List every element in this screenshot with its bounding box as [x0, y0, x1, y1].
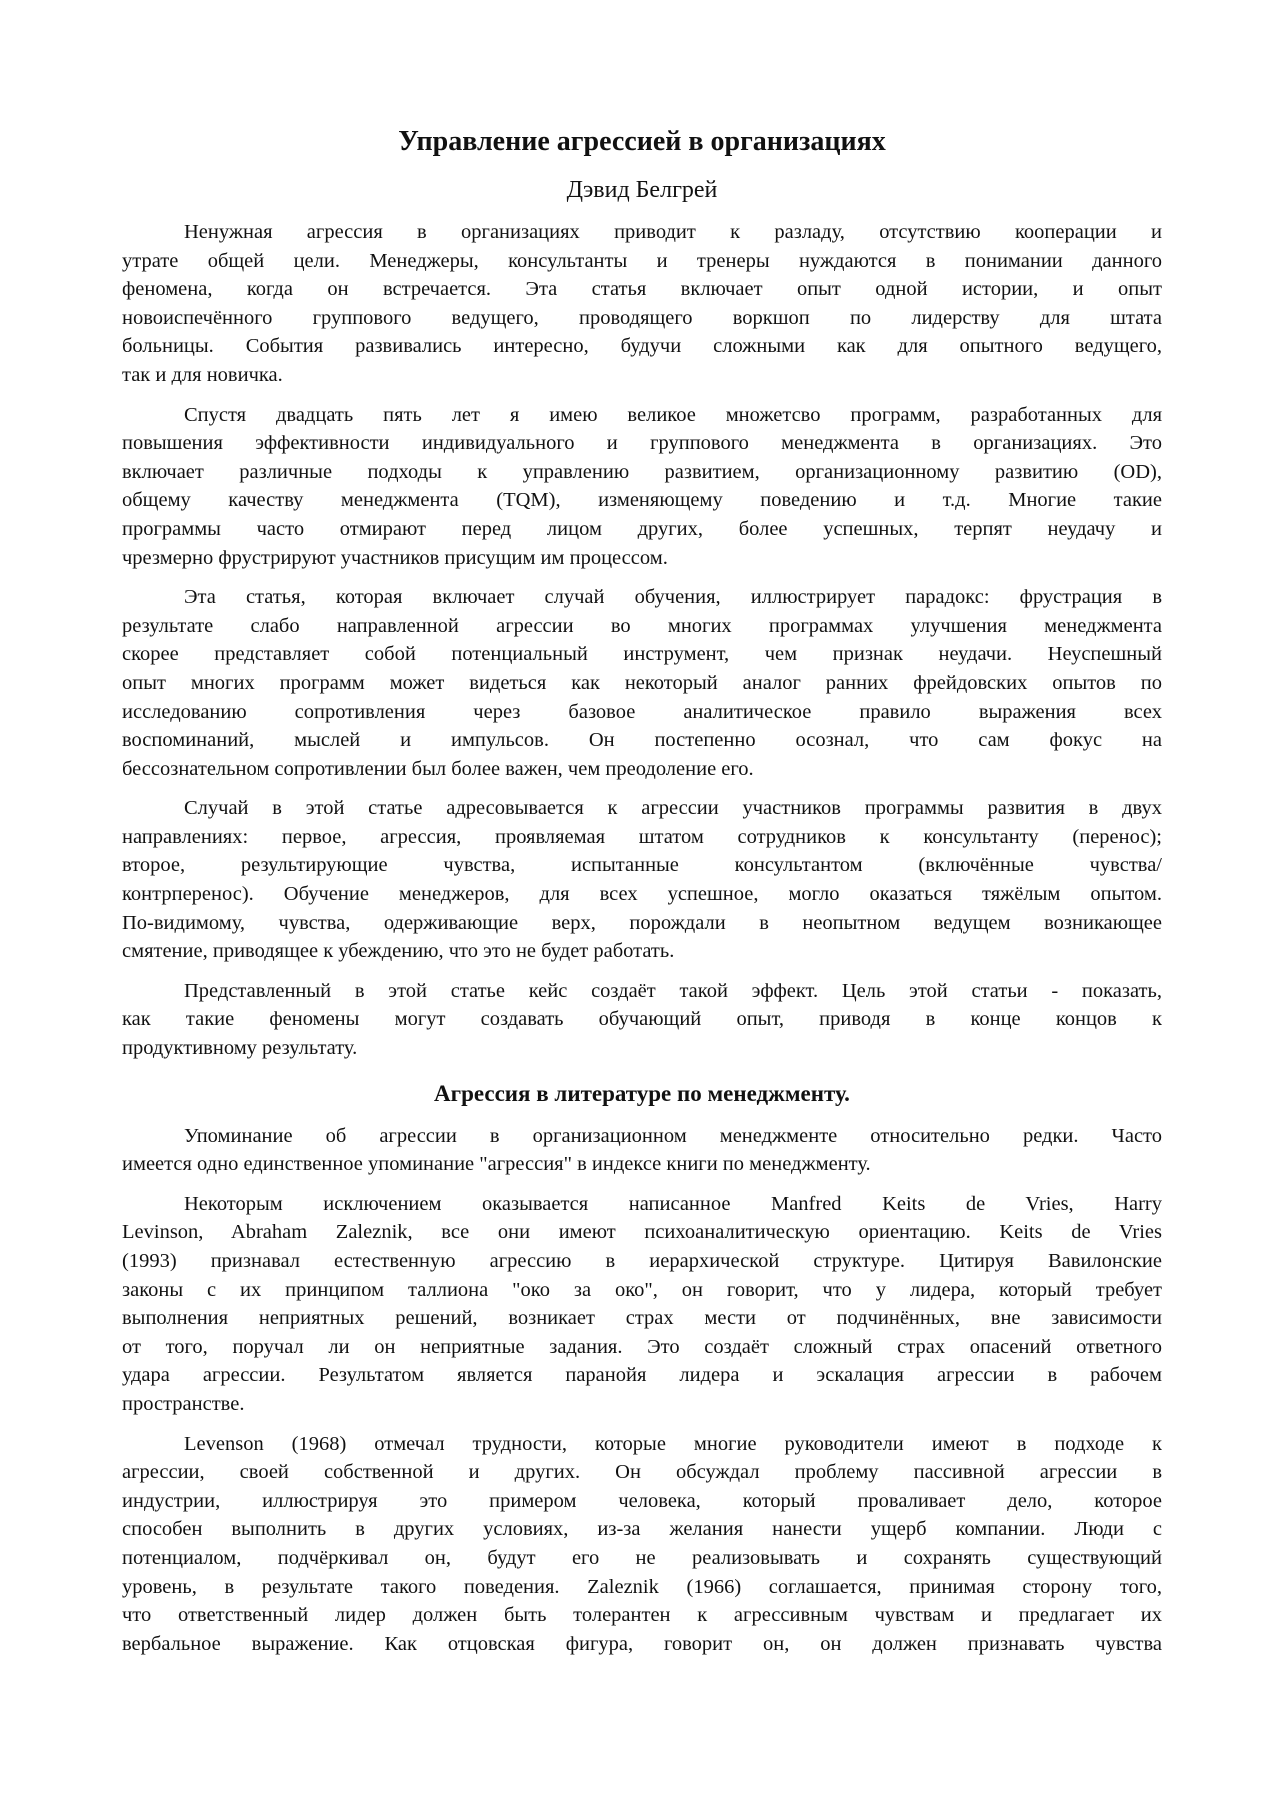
text-line: По-видимому, чувства, одерживающие верх, порождали в неопытном ведущем возникающее	[122, 911, 1162, 934]
intro-section	[122, 218, 1162, 1063]
text-line: программы часто отмирают перед лицом других, более успешных, терпят неудачу и	[122, 517, 1162, 540]
text-line: уровень, в результате такого поведения. Zaleznik (1966) соглашается, принимая сторону того,	[122, 1575, 1162, 1598]
text-line: индустрии, иллюстрируя это примером человека, который проваливает дело, которое	[122, 1489, 1162, 1512]
section-heading: Агрессия в литературе по менеджменту.	[434, 1080, 850, 1106]
paragraph	[122, 1190, 1162, 1419]
text-line: больницы. События развивались интересно, будучи сложными как для опытного ведущего,	[122, 335, 1162, 358]
document-title: Управление агрессией в организациях	[398, 126, 886, 157]
text-line: смятение, приводящее к убеждению, что это не будет работать.	[122, 940, 675, 963]
text-line: Levenson (1968) отмечал трудности, которые многие руководители имеют в подходе к	[184, 1432, 1162, 1455]
text-line: Эта статья, которая включает случай обучения, иллюстрирует парадокс: фрустрация в	[184, 586, 1162, 609]
text-line: общему качеству менеджмента (TQM), изменяющему поведению и т.д. Многие такие	[122, 489, 1162, 512]
text-line: направлениях: первое, агрессия, проявляемая штатом сотрудников к консультанту (перенос);	[122, 825, 1162, 848]
text-line: чрезмерно фрустрируют участников присущим им процессом.	[122, 546, 668, 569]
text-line: феномена, когда он встречается. Эта статья включает опыт одной истории, и опыт	[122, 278, 1162, 301]
text-line: опыт многих программ может видеться как некоторый аналог ранних фрейдовских опытов по	[122, 671, 1162, 694]
paragraph	[122, 794, 1162, 966]
text-line: от того, поручал ли он неприятные задания. Это создаёт сложный страх опасений ответного	[122, 1335, 1162, 1358]
text-line: Представленный в этой статье кейс создаёт такой эффект. Цель этой статьи - показать,	[184, 979, 1162, 1002]
text-line: законы с их принципом таллиона "око за око", он говорит, что у лидера, который требует	[122, 1278, 1162, 1301]
author-name: Дэвид Белгрей	[566, 177, 718, 203]
text-line: как такие феномены могут создавать обучающий опыт, приводя в конце концов к	[122, 1008, 1162, 1031]
text-line: контрперенос). Обучение менеджеров, для всех успешное, могло оказаться тяжёлым опытом.	[122, 883, 1162, 906]
text-line: агрессии, своей собственной и других. Он обсуждал проблему пассивной агрессии в	[122, 1461, 1162, 1484]
text-line: второе, результирующие чувства, испытанные консультантом (включённые чувства/	[122, 854, 1162, 877]
paragraph	[122, 401, 1162, 573]
text-line: выполнения неприятных решений, возникает страх мести от подчинённых, вне зависимости	[122, 1307, 1162, 1330]
text-line: вербальное выражение. Как отцовская фигура, говорит он, он должен признавать чувства	[122, 1632, 1162, 1655]
text-line: воспоминаний, мыслей и импульсов. Он постепенно осознал, что сам фокус на	[122, 729, 1162, 752]
text-line: что ответственный лидер должен быть толерантен к агрессивным чувствам и предлагает их	[122, 1604, 1162, 1627]
paragraph	[122, 218, 1162, 390]
text-line: утрате общей цели. Менеджеры, консультанты и тренеры нуждаются в понимании данного	[122, 249, 1162, 272]
text-line: Некоторым исключением оказывается написанное Manfred Keits de Vries, Harry	[184, 1192, 1162, 1215]
text-line: продуктивному результату.	[122, 1037, 358, 1060]
text-line: исследованию сопротивления через базовое аналитическое правило выражения всех	[122, 700, 1162, 723]
text-line: новоиспечённого группового ведущего, проводящего воркшоп по лидерству для штата	[122, 306, 1162, 329]
text-line: удара агрессии. Результатом является паранойя лидера и эскалация агрессии в рабочем	[122, 1364, 1162, 1387]
text-line: повышения эффективности индивидуального и группового менеджмента в организациях. Это	[122, 432, 1162, 455]
text-line: Ненужная агрессия в организациях приводит к разладу, отсутствию кооперации и	[184, 221, 1162, 243]
text-line: потенциалом, подчёркивал он, будут его не реализовывать и сохранять существующий	[122, 1546, 1162, 1569]
text-line: Случай в этой статье адресовывается к агрессии участников программы развития в двух	[184, 797, 1162, 820]
text-line: скорее представляет собой потенциальный инструмент, чем признак неудачи. Неуспешный	[122, 643, 1162, 666]
literature-section	[122, 1122, 1162, 1659]
text-line: имеется одно единственное упоминание "агрессия" в индексе книги по менеджменту.	[122, 1153, 871, 1176]
paragraph	[122, 977, 1162, 1063]
text-line: бессознательном сопротивлении был более важен, чем преодоление его.	[122, 757, 754, 780]
text-line: Спустя двадцать пять лет я имею великое множетсво программ, разработанных для	[184, 403, 1162, 426]
text-line: результате слабо направленной агрессии во многих программах улучшения менеджмента	[122, 614, 1162, 637]
text-line: способен выполнить в других условиях, из-за желания нанести ущерб компании. Люди с	[122, 1518, 1162, 1541]
text-line: Levinson, Abraham Zaleznik, все они имеют психоаналитическую ориентацию. Keits de Vries	[122, 1221, 1162, 1244]
text-line: пространстве.	[122, 1392, 245, 1415]
paragraph	[122, 583, 1162, 783]
text-line: включает различные подходы к управлению развитием, организационному развитию (OD),	[122, 460, 1162, 483]
paragraph	[122, 1122, 1162, 1179]
text-line: (1993) признавал естественную агрессию в иерархической структуре. Цитируя Вавилонские	[122, 1250, 1162, 1272]
text-line: Упоминание об агрессии в организационном менеджменте относительно редки. Часто	[184, 1124, 1162, 1147]
paragraph	[122, 1430, 1162, 1659]
text-line: так и для новичка.	[122, 363, 283, 386]
